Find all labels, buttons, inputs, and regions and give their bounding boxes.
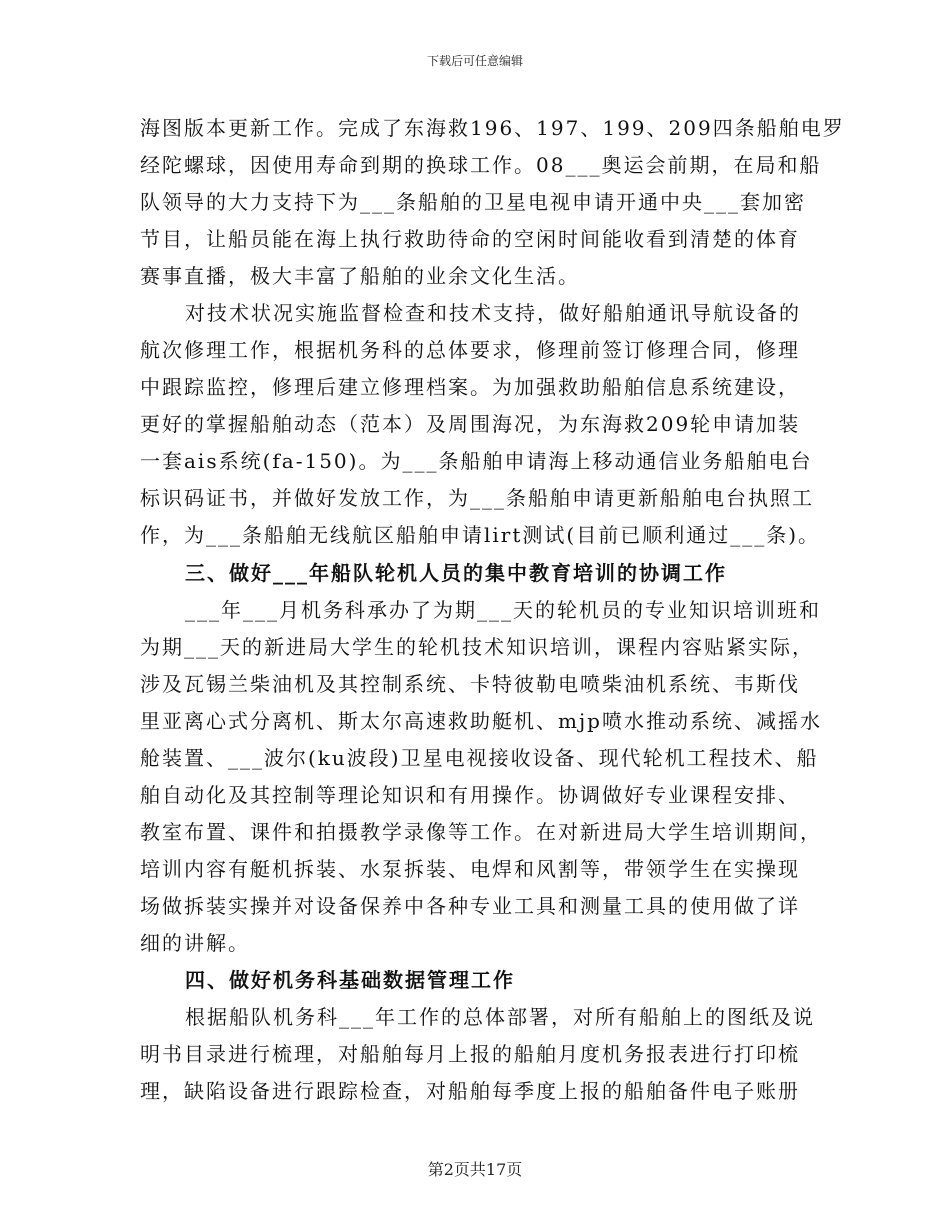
text-line: 根据船队机务科___年工作的总体部署，对所有船舶上的图纸及说 [185,1005,815,1029]
text-line: 场做拆装实操并对设备保养中各种专业工具和测量工具的使用做了详 [140,894,800,918]
text-line: 舶自动化及其控制等理论知识和有用操作。协调做好专业课程安排、 [140,783,800,807]
text-line: 航次修理工作，根据机务科的总体要求，修理前签订修理合同，修理 [140,338,800,362]
text-line: 培训内容有艇机拆装、水泵拆装、电焊和风割等，带领学生在实操现 [140,857,800,881]
text-line: 细的讲解。 [140,931,250,955]
text-line: 一套ais系统(fa-150)。为___条船舶申请海上移动通信业务船舶电台 [140,449,813,473]
text-line: 为期___天的新进局大学生的轮机技术知识培训，课程内容贴紧实际， [140,635,814,659]
text-line: 明书目录进行梳理，对船舶每月上报的船舶月度机务报表进行打印梳 [140,1042,800,1066]
text-line: 涉及瓦锡兰柴油机及其控制系统、卡特彼勒电喷柴油机系统、韦斯伐 [140,672,800,696]
text-line: ___年___月机务科承办了为期___天的轮机员的专业知识培训班和 [185,598,821,622]
text-line: 舱装置、___波尔(ku波段)卫星电视接收设备、现代轮机工程技术、船 [140,746,819,770]
text-line: 队领导的大力支持下为___条船舶的卫星电视申请开通中央___套加密 [140,190,806,214]
text-line: 赛事直播，极大丰富了船舶的业余文化生活。 [140,264,580,288]
section-heading: 三、做好___年船队轮机人员的集中教育培训的协调工作 [185,561,727,585]
page-number-footer: 第2页共17页 [427,1160,523,1179]
text-line: 对技术状况实施监督检查和技术支持，做好船舶通讯导航设备的 [185,301,801,325]
text-line: 教室布置、课件和拍摄教学录像等工作。在对新进局大学生培训期间， [140,820,822,844]
page-header: 下载后可任意编辑 [426,54,523,68]
text-line: 理，缺陷设备进行跟踪检查，对船舶每季度上报的船舶备件电子账册 [140,1079,800,1103]
text-line: 节目，让船员能在海上执行救助待命的空闲时间能收看到清楚的体育 [140,227,800,251]
text-line: 更好的掌握船舶动态（范本）及周围海况，为东海救209轮申请加装 [140,412,801,436]
text-line: 中跟踪监控，修理后建立修理档案。为加强救助船舶信息系统建设， [140,375,800,399]
text-line: 海图版本更新工作。完成了东海救196、197、199、209四条船舶电罗 [140,116,845,140]
text-line: 经陀螺球，因使用寿命到期的换球工作。08___奥运会前期，在局和船 [140,153,822,177]
text-line: 里亚离心式分离机、斯太尔高速救助艇机、mjp喷水推动系统、减摇水 [140,709,822,733]
text-line: 标识码证书，并做好发放工作，为___条船舶申请更新船舶电台执照工 [140,486,814,510]
section-heading: 四、做好机务科基础数据管理工作 [185,968,515,992]
text-line: 作，为___条船舶无线航区船舶申请lirt测试(目前已顺利通过___条)。 [140,523,820,547]
